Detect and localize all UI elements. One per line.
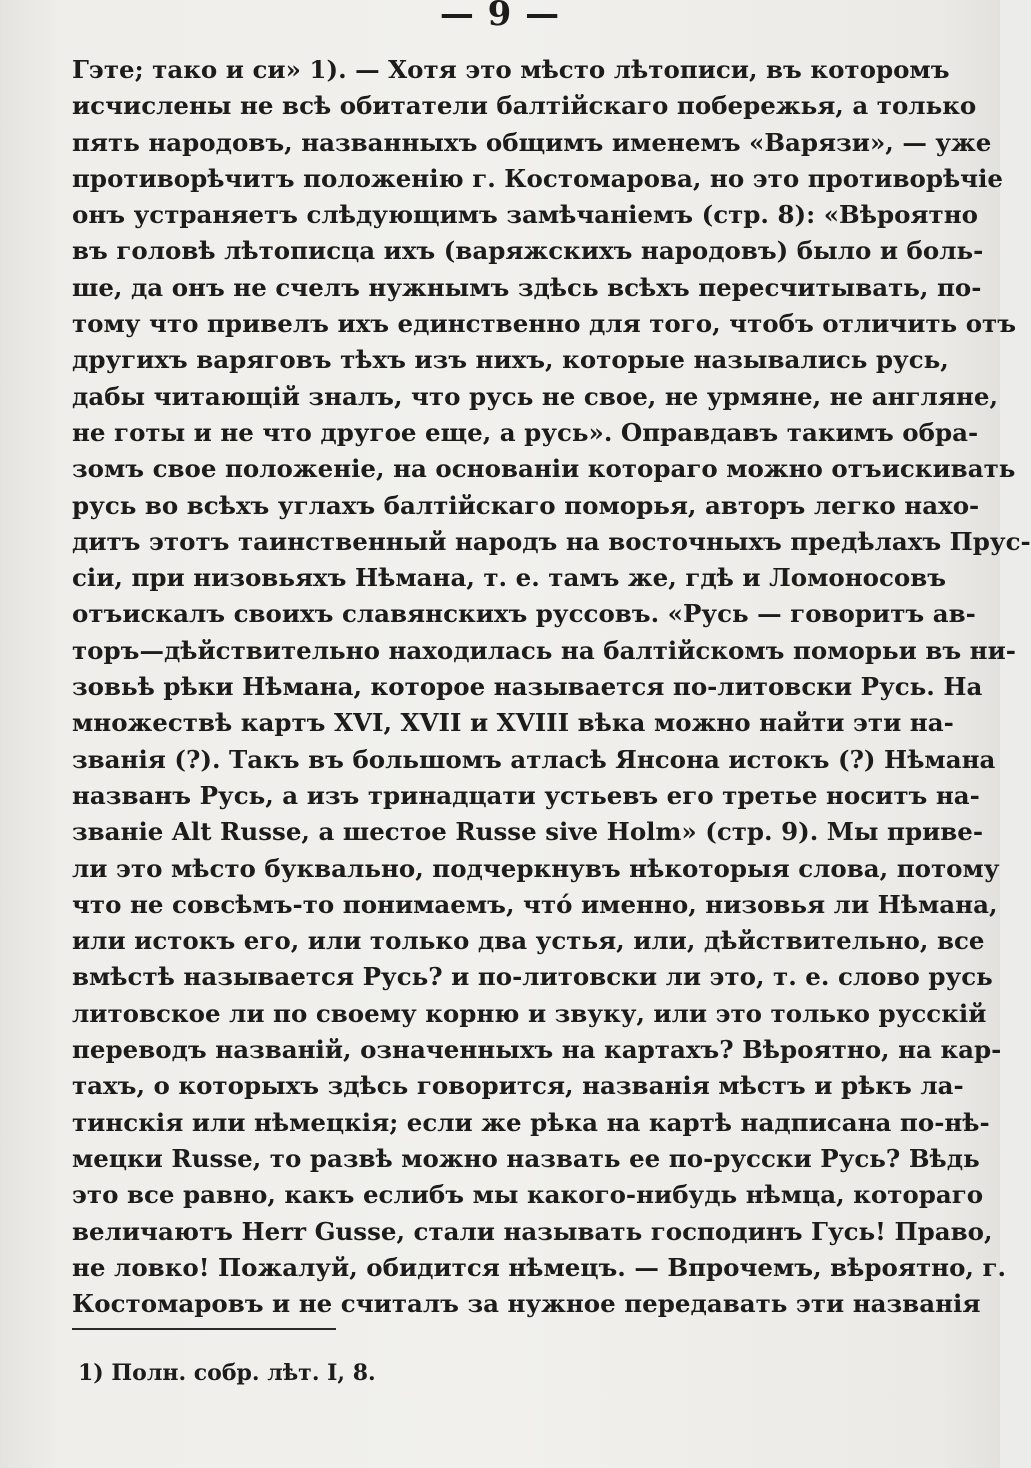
text-line: дабы читающій зналъ, что русь не свое, не урмяне, не англяне, [72, 381, 998, 411]
text-line: сіи, при низовьяхъ Нѣмана, т. е. тамъ же, гдѣ и Ломоносовъ [72, 563, 947, 593]
text-line: ли это мѣсто буквально, подчеркнувъ нѣкоторыя слова, потому [72, 853, 1000, 883]
footnote: 1) Полн. собр. лѣт. I, 8. [78, 1360, 376, 1386]
text-line: что не совсѣмъ-то понимаемъ, что́ именно, низовья ли Нѣмана, [72, 889, 998, 919]
text-line: тому что привелъ ихъ единственно для того, чтобъ отличить отъ [72, 309, 1017, 339]
text-line: это все равно, какъ еслибъ мы какого-нибудь нѣмца, котораго [72, 1180, 984, 1210]
page-number: — 9 — [439, 0, 561, 34]
body-text [72, 52, 1031, 1322]
text-line: званія (?). Такъ въ большомъ атласѣ Янсона истокъ (?) Нѣмана [72, 744, 996, 774]
text-line: отъискалъ своихъ славянскихъ руссовъ. «Русь — говоритъ ав- [72, 599, 976, 629]
text-line: зовьѣ рѣки Нѣмана, которое называется по-литовски Русь. На [72, 672, 983, 702]
text-line: переводъ названій, означенныхъ на картахъ? Вѣроятно, на кар- [72, 1035, 1002, 1065]
text-line: противорѣчитъ положенію г. Костомарова, но это противорѣчіе [72, 163, 1003, 193]
text-line: тинскія или нѣмецкія; если же рѣка на картѣ надписана по-нѣ- [72, 1107, 990, 1137]
text-line: величаютъ Herr Gusse, стали называть господинъ Гусь! Право, [72, 1216, 993, 1246]
text-line: другихъ варяговъ тѣхъ изъ нихъ, которые назывались русь, [72, 345, 949, 375]
text-line: ше, да онъ не счелъ нужнымъ здѣсь всѣхъ пересчитывать, по- [72, 272, 982, 302]
text-line: названъ Русь, а изъ тринадцати устьевъ его третье носитъ на- [72, 780, 980, 810]
text-line: мецки Russe, то развѣ можно назвать ее по-русски Русь? Вѣдь [72, 1143, 980, 1173]
text-line: вмѣстѣ называется Русь? и по-литовски ли это, т. е. слово русь [72, 962, 993, 992]
text-line: дитъ этотъ таинственный народъ на восточныхъ предѣлахъ Прус- [72, 526, 1031, 556]
text-line: или истокъ его, или только два устья, или, дѣйствительно, все [72, 926, 985, 956]
text-line: русь во всѣхъ углахъ балтійскаго поморья, авторъ легко нахо- [72, 490, 980, 520]
text-line: не ловко! Пожалуй, обидится нѣмецъ. — Впрочемъ, вѣроятно, г. [72, 1252, 1007, 1282]
text-line: онъ устраняетъ слѣдующимъ замѣчаніемъ (стр. 8): «Вѣроятно [72, 200, 978, 230]
footnote-divider [72, 1328, 336, 1330]
text-line: литовское ли по своему корню и звуку, или это только русскій [72, 998, 987, 1028]
text-line: торъ—дѣйствительно находилась на балтійскомъ поморьи въ ни- [72, 635, 1016, 665]
text-line: Гэте; тако и си» 1). — Хотя это мѣсто лѣтописи, въ которомъ [72, 55, 950, 84]
text-line: званіе Alt Russe, а шестое Russe sive Holm» (стр. 9). Мы приве- [72, 817, 984, 847]
text-line: множествѣ картъ XVI, XVII и XVIII вѣка можно найти эти на- [72, 708, 954, 738]
text-line: зомъ свое положеніе, на основаніи котораго можно отъискивать [72, 454, 1016, 484]
text-line: пять народовъ, названныхъ общимъ именемъ «Варязи», — уже [72, 127, 992, 157]
text-line: тахъ, о которыхъ здѣсь говорится, названія мѣстъ и рѣкъ ла- [72, 1071, 964, 1101]
text-line: въ головѣ лѣтописца ихъ (варяжскихъ народовъ) было и боль- [72, 236, 984, 266]
text-line: не готы и не что другое еще, а русь». Оправдавъ такимъ обра- [72, 417, 979, 447]
text-line: исчислены не всѣ обитатели балтійскаго побережья, а только [72, 91, 977, 121]
text-line: Костомаровъ и не считалъ за нужное передавать эти названія [72, 1289, 981, 1319]
